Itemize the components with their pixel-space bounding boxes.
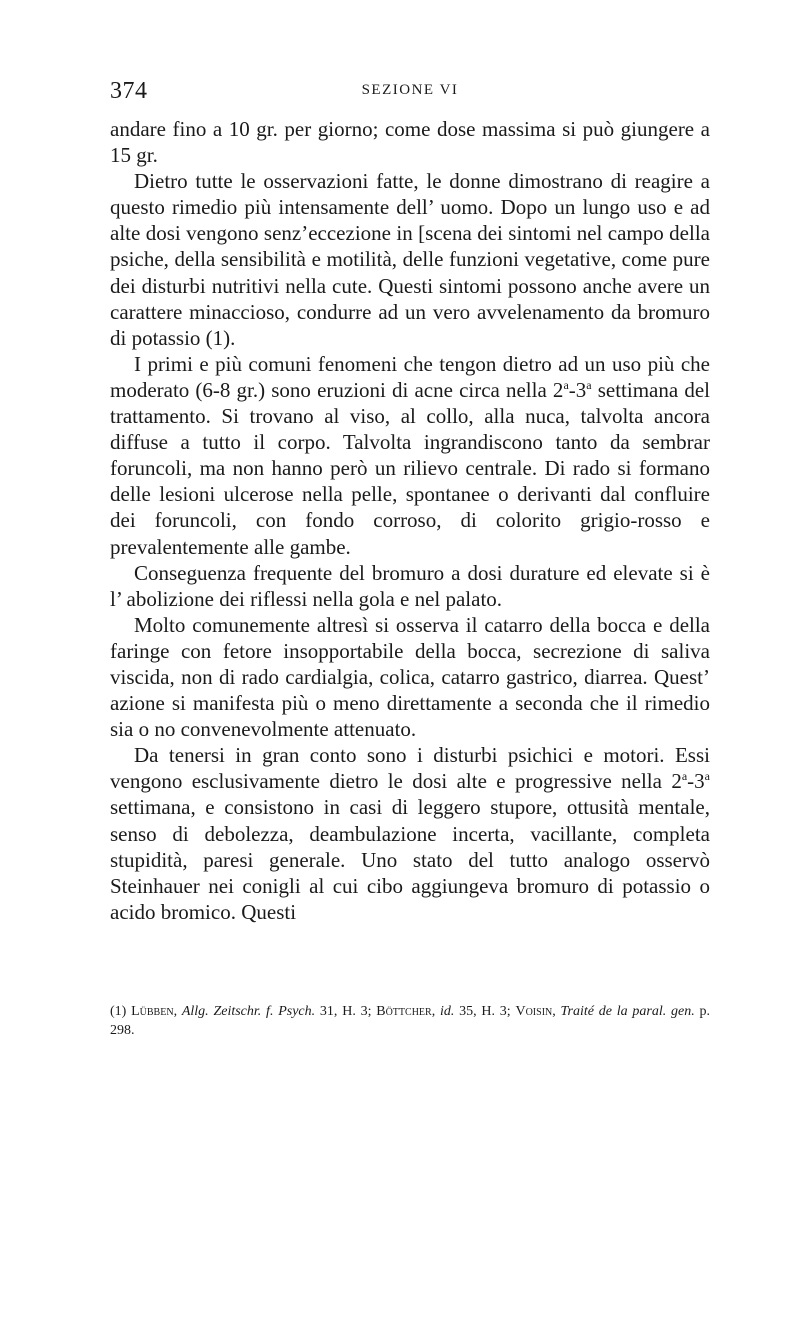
footnote-separator: , [552, 1004, 561, 1019]
running-head [110, 78, 710, 106]
paragraph-5-text: Molto comunemente altresì si osserva il catarro della bocca e della faringe con fetore insopportabile della bocca, secrezione di saliva viscida, non di rado cardialgia, colica, catarro gastrico, diarrea. Quest’ azione si manifesta più o meno direttamente a seconda che il rimedio sia o no convenevolmente attenuato. [110, 612, 710, 742]
footnote-separator: , [173, 1004, 182, 1019]
ordinal-superscript: a [681, 769, 688, 784]
paragraph-6-text-a: Da tenersi in gran conto sono i disturbi psichici e motori. Essi vengono esclusivamente dietro le dosi alte e progressive nella 2 [110, 743, 710, 794]
footnote-journal: Allg. Zeitschr. f. Psych. [181, 1004, 316, 1019]
footnote-author: Lübben [131, 1004, 174, 1019]
paragraph-6-text-c: settimana, e consistono in casi di leggero stupore, ottusità mentale, senso di debolezza, deambulazione incerta, vacillante, completa stupidità, paresi generale. Uno stato del tutto analogo osservò Steinhauer nei conigli al cui cibo aggiungeva bromuro di potassio o acido bromico. Questi [110, 795, 710, 924]
page-number: 374 [110, 78, 148, 104]
footnote-marker: (1) [110, 1004, 132, 1019]
footnote-reference: 35, H. 3; [454, 1004, 516, 1019]
section-title: SEZIONE VI [361, 82, 459, 98]
ordinal-superscript: a [563, 377, 569, 392]
paragraph-3 [110, 351, 710, 560]
footnote-reference: p. 298. [110, 1004, 711, 1038]
paragraph-3-text-a: I primi e più comuni fenomeni che tengon dietro ad un uso più che moderato (6-8 gr.) sono eruzioni di acne circa nella 2 [110, 351, 710, 402]
paragraph-3-text-b: -3 [568, 377, 587, 402]
paragraph-2 [110, 168, 710, 351]
paragraph-6 [110, 742, 710, 925]
paragraph-4 [110, 560, 710, 612]
footnote [110, 1002, 710, 1040]
footnote-author: Böttcher [376, 1004, 432, 1019]
paragraph-1 [110, 116, 710, 168]
footnote-reference: 31, H. 3; [315, 1004, 377, 1019]
paragraph-3-text-c: settimana del trattamento. Si trovano al viso, al collo, alla nuca, talvolta ancora diffuse a tutto il corpo. Talvolta ingrandiscono tanto da sembrar foruncoli, ma non hanno però un rilievo centrale. Di rado si formano delle lesioni ulcerose nella pelle, spontanee o derivanti dal confluire dei foruncoli, con fondo corroso, di colorito grigio-rosso e prevalentemente alle gambe. [110, 377, 710, 559]
body-text [110, 116, 710, 925]
footnote-author: Voisin [515, 1004, 553, 1019]
paragraph-2-text: Dietro tutte le osservazioni fatte, le donne dimostrano di reagire a questo rimedio più intensamente dell’ uomo. Dopo un lungo uso e ad alte dosi vengono senz’eccezione in [scena dei sintomi nel campo della psiche, della sensibilità e motilità, delle funzioni vegetative, come pure dei disturbi nutritivi nella cute. Questi sintomi possono anche avere un carattere minaccioso, condurre ad un vero avvelenamento da bromuro di potassio (1). [110, 169, 710, 350]
ordinal-superscript: a [586, 377, 592, 392]
paragraph-4-text: Conseguenza frequente del bromuro a dosi durature ed elevate si è l’ abolizione dei riflessi nella gola e nel palato. [110, 560, 710, 611]
paragraph-6-text-b: -3 [687, 769, 705, 794]
paragraph-5 [110, 612, 710, 742]
paragraph-1-text: andare fino a 10 gr. per giorno; come dose massima si può giungere a 15 gr. [110, 117, 710, 168]
footnote-separator: , [431, 1004, 440, 1019]
footnote-journal: id. [439, 1004, 455, 1019]
ordinal-superscript: a [704, 769, 710, 784]
footnote-book-title: Traité de la paral. gen. [560, 1004, 695, 1019]
